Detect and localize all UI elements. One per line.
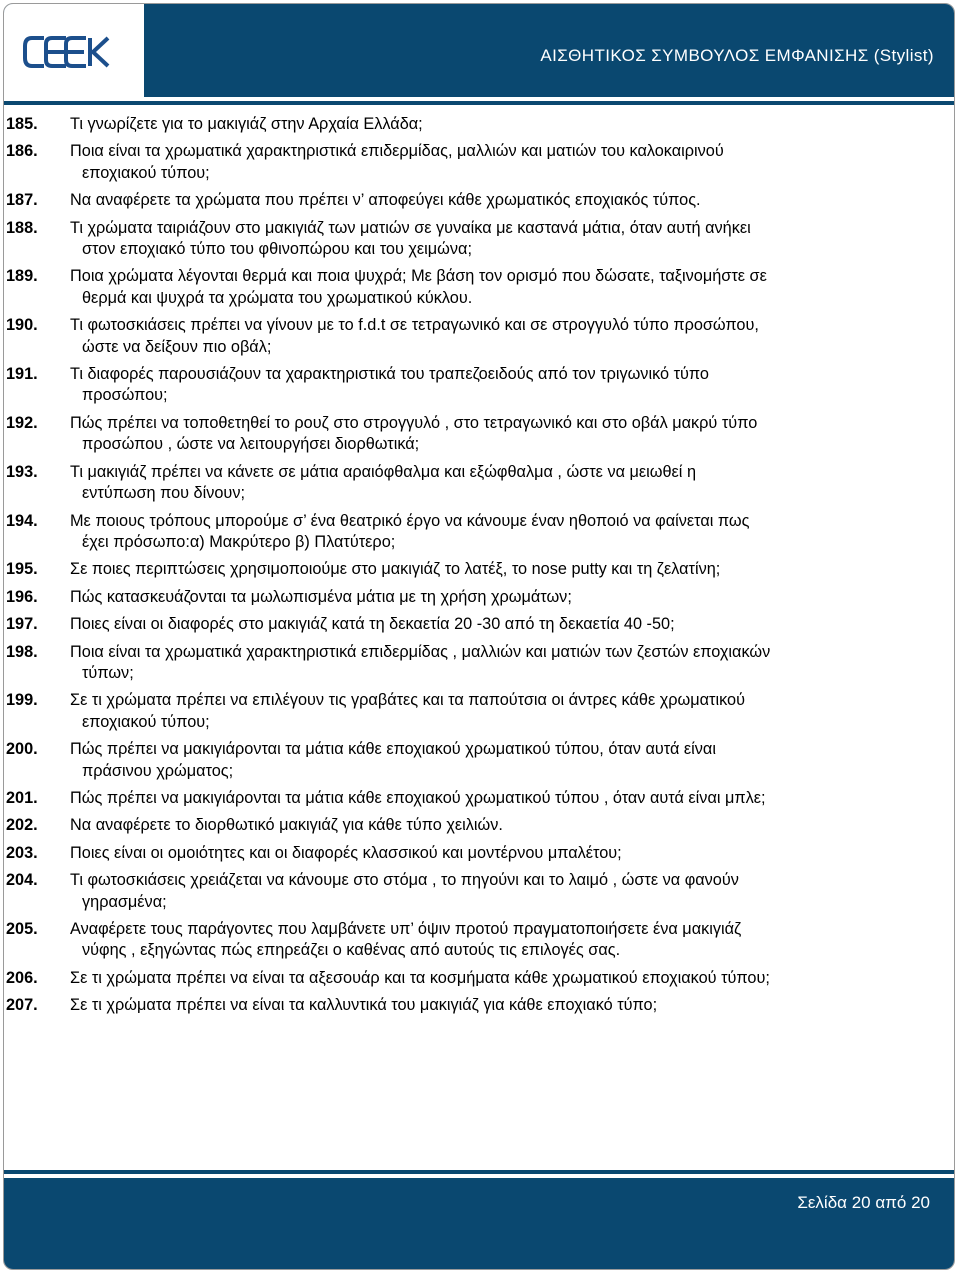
question-item <box>6 114 944 135</box>
question-number: 195. <box>6 560 38 579</box>
question-item <box>6 788 944 809</box>
question-text: Σε τι χρώματα πρέπει να επιλέγουν τις γραβάτες και τα παπούτσια οι άντρες κάθε χρωματικού εποχιακού τύπου; <box>70 691 746 731</box>
question-number: 193. <box>6 462 38 481</box>
question-number: 198. <box>6 642 38 661</box>
question-number: 188. <box>6 218 38 237</box>
question-number: 202. <box>6 816 38 835</box>
question-number: 197. <box>6 615 38 634</box>
question-text: Με ποιους τρόπους μπορούμε σ’ ένα θεατρικό έργο να κάνουμε έναν ηθοποιό να φαίνεται πως έχει πρόσωπο:α) Μακρύτερο β) Πλατύτερο; <box>70 511 750 551</box>
question-number: 204. <box>6 871 38 890</box>
question-text: Σε τι χρώματα πρέπει να είναι τα καλλυντικά του μακιγιάζ για κάθε εποχιακό τύπο; <box>70 996 658 1015</box>
question-text: Τι χρώματα ταιριάζουν στο μακιγιάζ των ματιών σε γυναίκα με καστανά μάτια, όταν αυτή ανήκει στον εποχιακό τύπο του φθινοπώρου και του χειμώνα; <box>70 218 751 259</box>
question-text: Πώς πρέπει να μακιγιάρονται τα μάτια κάθε εποχιακού χρωματικού τύπου, όταν αυτά είναι πράσινου χρώματος; <box>70 740 716 780</box>
question-number: 199. <box>6 691 38 710</box>
question-item <box>6 690 944 733</box>
question-item <box>6 968 944 989</box>
question-item <box>6 266 944 309</box>
question-number: 196. <box>6 587 38 606</box>
question-text: Τι μακιγιάζ πρέπει να κάνετε σε μάτια αραιόφθαλμα και εξώφθαλμα , ώστε να μειωθεί η εντύπωση που δίνουν; <box>70 462 696 503</box>
question-text: Τι φωτοσκιάσεις πρέπει να γίνουν με το f.d.t σε τετραγωνικό και σε στρογγυλό τύπο προσώπου, ώστε να δείξουν πιο οβάλ; <box>70 316 759 356</box>
question-item <box>6 995 944 1016</box>
question-item <box>6 190 944 211</box>
question-number: 201. <box>6 788 38 807</box>
question-text: Να αναφέρετε τα χρώματα που πρέπει ν’ αποφεύγει κάθε χρωματικός εποχιακός τύπος. <box>70 191 701 210</box>
question-text: Τι γνωρίζετε για το μακιγιάζ στην Αρχαία Ελλάδα; <box>70 115 423 133</box>
question-item <box>6 511 944 554</box>
header-divider-line <box>4 101 954 105</box>
question-text: Αναφέρετε τους παράγοντες που λαμβάνετε υπ’ όψιν προτού πραγματοποιήσετε ένα μακιγιάζ νύφης , εξηγώντας πώς επηρεάζει ο καθένας από αυτούς τις επιλογές σας. <box>70 920 742 960</box>
question-item <box>6 218 944 261</box>
footer-bar <box>4 1178 954 1269</box>
question-number: 203. <box>6 843 38 862</box>
question-text: Ποιες είναι οι ομοιότητες και οι διαφορές κλασσικού και μοντέρνου μπαλέτου; <box>70 843 622 862</box>
question-number: 205. <box>6 920 38 938</box>
question-text: Ποια είναι τα χρωματικά χαρακτηριστικά επιδερμίδας , μαλλιών και ματιών των ζεστών εποχιακών τύπων; <box>70 642 771 682</box>
question-item <box>6 739 944 782</box>
question-item <box>6 315 944 358</box>
question-number: 192. <box>6 413 38 432</box>
question-item <box>6 559 944 580</box>
question-number: 194. <box>6 511 38 530</box>
question-text: Να αναφέρετε το διορθωτικό μακιγιάζ για κάθε τύπο χειλιών. <box>70 816 503 835</box>
question-number: 200. <box>6 740 38 759</box>
question-item <box>6 141 944 184</box>
question-number: 189. <box>6 267 38 286</box>
question-item <box>6 364 944 407</box>
question-number: 207. <box>6 996 38 1015</box>
ceek-logo-icon <box>22 34 112 70</box>
question-item <box>6 413 944 456</box>
question-text: Ποια χρώματα λέγονται θερμά και ποια ψυχρά; Με βάση τον ορισμό που δώσατε, ταξινομήστε σε θερμά και ψυχρά τα χρώματα του χρωματικού κύκλου. <box>70 267 767 307</box>
question-text: Ποια είναι τα χρωματικά χαρακτηριστικά επιδερμίδας, μαλλιών και ματιών του καλοκαιρινού εποχιακού τύπου; <box>70 142 724 182</box>
question-number: 191. <box>6 365 38 384</box>
logo <box>4 4 144 97</box>
question-number: 187. <box>6 191 38 210</box>
page-number: Σελίδα 20 από 20 <box>797 1193 930 1212</box>
header-bar <box>4 4 954 97</box>
document-title: ΑΙΣΘΗΤΙΚΟΣ ΣΥΜΒΟΥΛΟΣ ΕΜΦΑΝΙΣΗΣ (Stylist) <box>540 46 934 65</box>
question-item <box>6 919 944 962</box>
question-text: Σε ποιες περιπτώσεις χρησιμοποιούμε στο μακιγιάζ το λατέξ, το nose putty και τη ζελατίνη; <box>70 560 721 579</box>
question-item <box>6 614 944 635</box>
question-number: 185. <box>6 115 38 133</box>
question-text: Πώς κατασκευάζονται τα μωλωπισμένα μάτια με τη χρήση χρωμάτων; <box>70 587 572 606</box>
question-text: Πώς πρέπει να μακιγιάρονται τα μάτια κάθε εποχιακού χρωματικού τύπου , όταν αυτά είναι μπλε; <box>70 788 766 807</box>
question-text: Τι διαφορές παρουσιάζουν τα χαρακτηριστικά του τραπεζοειδούς από τον τριγωνικό τύπο προσώπου; <box>70 365 709 405</box>
question-list <box>6 114 944 1023</box>
question-text: Τι φωτοσκιάσεις χρειάζεται να κάνουμε στο στόμα , το πηγούνι και το λαιμό , ώστε να φανούν γηρασμένα; <box>70 871 739 911</box>
question-number: 186. <box>6 142 38 161</box>
question-text: Σε τι χρώματα πρέπει να είναι τα αξεσουάρ και τα κοσμήματα κάθε χρωματικού εποχιακού τύπου; <box>70 968 770 987</box>
question-item <box>6 843 944 864</box>
question-text: Ποιες είναι οι διαφορές στο μακιγιάζ κατά τη δεκαετία 20 -30 από τη δεκαετία 40 -50; <box>70 615 675 634</box>
question-number: 206. <box>6 968 38 987</box>
question-item <box>6 642 944 685</box>
question-text: Πώς πρέπει να τοποθετηθεί το ρουζ στο στρογγυλό , στο τετραγωνικό και στο οβάλ μακρύ τύπο προσώπου , ώστε να λειτουργήσει διορθωτικά; <box>70 413 758 454</box>
question-item <box>6 587 944 608</box>
question-item <box>6 815 944 836</box>
question-number: 190. <box>6 316 38 335</box>
question-item <box>6 870 944 913</box>
question-item <box>6 462 944 505</box>
